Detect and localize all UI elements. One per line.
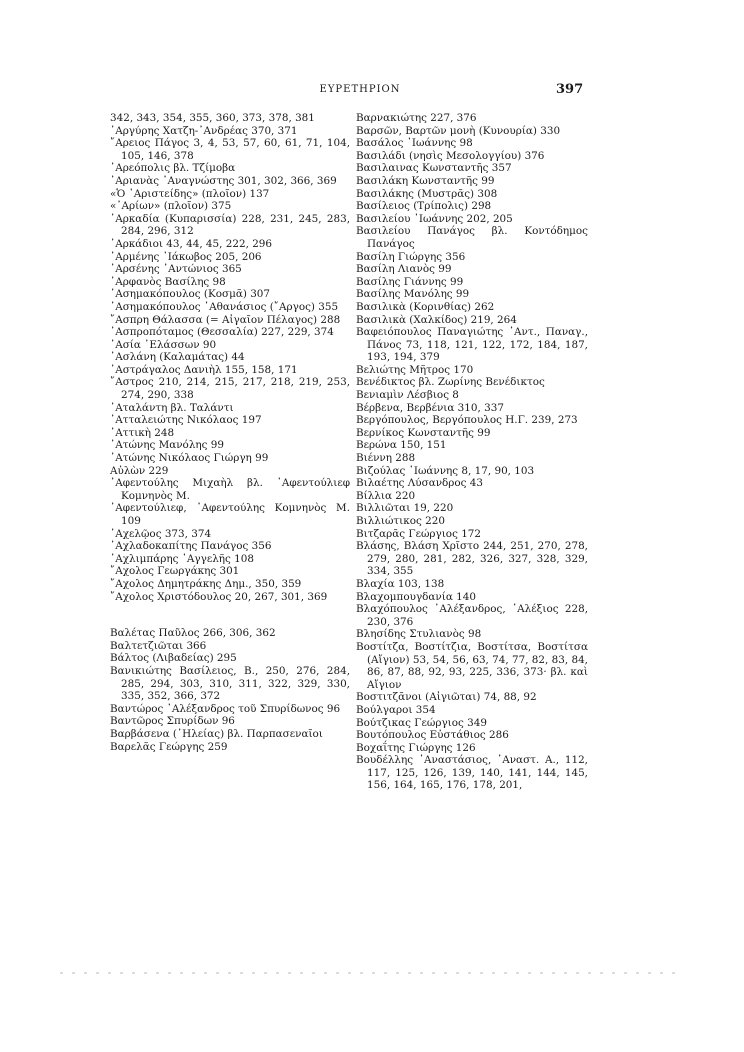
index-entry: Βασιλάδι (νησὶς Μεσολογγίου) 376 (356, 149, 545, 162)
index-entry: Βασίλη Λιανὸς 99 (356, 263, 452, 276)
index-entry: Βασιλαινας Κωνσταντῆς 357 (356, 162, 512, 175)
index-entry: ᾿Αρεόπολις βλ. Τζίμοβα (110, 162, 236, 175)
index-entry: Βάλτος (Λιβαδείας) 295 (110, 652, 237, 665)
index-entry: ᾿Αρσένης ᾿Αντώνιος 365 (110, 263, 242, 276)
index-entry: Βιλαέτης Λύσανδρος 43 (356, 477, 484, 490)
index-entry: Βιλλιώτικος 220 (356, 515, 445, 527)
index-entry: ᾿Ασημακόπουλος (Κοσμᾶ) 307 (110, 288, 271, 301)
index-entry: Βασάλος ᾿Ιωάννης 98 (356, 137, 473, 150)
index-entry: Βιτζαρᾶς Γεώργιος 172 (356, 527, 482, 540)
index-entry: Βαλέτας Παῦλος 266, 306, 362 (110, 627, 276, 640)
index-entry: ῎Αχολος Δημητράκης Δημ., 350, 359 (110, 577, 302, 590)
index-entry: Βασίλης Γιάννης 99 (356, 275, 464, 288)
index-entry: Βοχαΐτης Γιώργης 126 (356, 741, 476, 754)
index-entry: Βλάσης, Βλάση Χρῖστο 244, 251, 270, 278, 279, 280, 281, 282, 326, 327, 328, 329, 334, 355 (356, 540, 588, 578)
index-entry: Βαφειόπουλος Παναγιώτης ᾿Αντ., Παναγ., Πάνος 73, 118, 121, 122, 172, 184, 187, 193, 194, 379 (356, 326, 588, 364)
index-entry: ᾿Ασία ᾿Ελάσσων 90 (110, 338, 217, 351)
index-entry: ᾿Αχελῷος 373, 374 (110, 527, 212, 540)
index-entry: «Ὁ ᾿Αριστείδης» (πλοῖον) 137 (110, 187, 270, 200)
index-column-right (356, 112, 588, 792)
index-entry: Βούλγαροι 354 (356, 703, 436, 716)
index-entry: Βιζούλας ᾿Ιωάννης 8, 17, 90, 103 (356, 464, 535, 477)
index-entry: ᾿Αστράγαλος Δανιὴλ 155, 158, 171 (110, 363, 298, 376)
index-entry: Βοστίτζα, Βοστίτζια, Βοστίτσα, Βοστίτσα (Αἴγιον) 53, 54, 56, 63, 74, 77, 82, 83, 84, 86, 87, 88, 92, 93, 225, 336, 373· βλ. καὶ Αἴγιον (356, 640, 588, 691)
index-column-left (110, 112, 350, 753)
index-entry: Βαντῶρος Σπυρίδων 96 (110, 715, 235, 728)
index-entry: Βίλλια 220 (356, 489, 416, 502)
index-entry: Βοστιτζᾶνοι (Αἰγιῶται) 74, 88, 92 (356, 691, 537, 704)
index-entry: Βασιλείου Πανάγος βλ. Κοντόδημος Πανάγος (356, 225, 588, 250)
index-entry: Βασιλείου ᾿Ιωάννης 202, 205 (356, 212, 513, 225)
index-entry: ᾿Ασημακόπουλος ᾿Αθανάσιος (῎Αργος) 355 (110, 300, 339, 313)
index-entry: Βλαχομπουγδανία 140 (356, 590, 476, 603)
index-entry: ᾿Αρφανὸς Βασίλης 98 (110, 275, 226, 288)
index-entry: 342, 343, 354, 355, 360, 373, 378, 381 (110, 112, 315, 124)
index-entry: Βερνίκος Κωνσταντῆς 99 (356, 426, 491, 439)
index-entry: Βενέδικτος βλ. Ζωρίνης Βενέδικτος (356, 376, 545, 389)
index-entry: Βασιλικὰ (Κορινθίας) 262 (356, 300, 495, 313)
index-entry: ᾿Αργύρης Χατζη-᾿Ανδρέας 370, 371 (110, 124, 298, 137)
index-entry: Βαρνακιώτης 227, 376 (356, 112, 477, 124)
index-entry: ᾿Ασλάνη (Καλαμάτας) 44 (110, 351, 245, 364)
index-entry: ῎Αστρος 210, 214, 215, 217, 218, 219, 253, 274, 290, 338 (110, 376, 350, 402)
index-entry: ᾿Αρμένης ᾿Ιάκωβος 205, 206 (110, 250, 262, 263)
index-entry: Βανικιώτης Βασίλειος, Β., 250, 276, 284, 285, 294, 303, 310, 311, 322, 329, 330, 335, 352, 366, 372 (110, 664, 350, 703)
index-entry: Βασιλάκη Κωνσταντῆς 99 (356, 174, 495, 187)
index-entry: Βιέννη 288 (356, 452, 416, 465)
index-entry: Βέρβενα, Βερβένια 310, 337 (356, 401, 504, 414)
index-entry: Βλαχόπουλος ᾿Αλέξανδρος, ᾿Αλέξιος 228, 230, 376 (356, 603, 588, 628)
index-entry: «᾿Αρίων» (πλοῖον) 375 (110, 200, 232, 213)
index-entry: Βασίλειος (Τρίπολις) 298 (356, 200, 492, 213)
index-entry: ᾿Αταλάντη βλ. Ταλάντι (110, 401, 234, 414)
index-entry: Βασίλης Μανόλης 99 (356, 288, 470, 301)
index-entry: Βλαχία 103, 138 (356, 577, 445, 590)
index-entry: ᾿Ατταλειώτης Νικόλαος 197 (110, 414, 262, 427)
index-entry: Βαλτετζιῶται 366 (110, 639, 207, 652)
index-entry: ᾿Αριανὰς ᾿Αναγνώστης 301, 302, 366, 369 (110, 174, 337, 187)
index-entry: ᾿Ατώνης Μανόλης 99 (110, 439, 224, 452)
index-entry: Βουτόπουλος Εὐστάθιος 286 (356, 729, 509, 742)
index-entry: ᾿Αττικὴ 248 (110, 426, 175, 439)
index-entry: Βασιλικὰ (Χαλκίδος) 219, 264 (356, 313, 517, 326)
index-entry: Βελιώτης Μῆτρος 170 (356, 363, 474, 376)
index-entry: ῎Ασπρη Θάλασσα (= Αἰγαῖον Πέλαγος) 288 (110, 313, 341, 326)
index-entry: Βασιλάκης (Μυστρᾶς) 308 (356, 187, 498, 200)
index-entry: Βαντώρος ᾿Αλέξανδρος τοῦ Σπυρίδωνος 96 (110, 702, 341, 715)
page-number: 397 (556, 82, 584, 97)
index-entry: ῎Αχολος Γεωργάκης 301 (110, 565, 240, 578)
index-entry: Βλησίδης Στυλιανὸς 98 (356, 628, 482, 641)
index-entry: ᾿Αρκάδιοι 43, 44, 45, 222, 296 (110, 237, 273, 250)
index-entry: ᾿Αχλιμπάρης ᾿Αγγελῆς 108 (110, 552, 254, 565)
scan-artifact-line (60, 970, 680, 976)
index-entry: ῎Αχολος Χριστόδουλος 20, 267, 301, 369 (110, 590, 328, 603)
index-entry: ᾿Ασπροπόταμος (Θεσσαλία) 227, 229, 374 (110, 326, 334, 339)
index-entry: ᾿Αχλαδοκαπίτης Πανάγος 356 (110, 540, 272, 553)
index-entry: Βενιαμὶν Λέσβιος 8 (356, 389, 459, 402)
index-entry: ᾿Αρκαδία (Κυπαρισσία) 228, 231, 245, 283, 284, 296, 312 (110, 212, 350, 238)
index-entry: Βαρβάσενα (᾿Ηλείας) βλ. Παρπασεναῖοι (110, 727, 323, 740)
index-entry: Βαρελᾶς Γεώργης 259 (110, 740, 228, 753)
index-entry: Βουδέλλης ᾿Αναστάσιος, ᾿Αναστ. Α., 112, 117, 125, 126, 139, 140, 141, 144, 145, 156, 164, 165, 176, 178, 201, (356, 754, 588, 792)
index-entry: Βασίλη Γιώργης 356 (356, 250, 466, 263)
index-entry: Βεργόπουλος, Βεργόπουλος Η.Γ. 239, 273 (356, 414, 578, 427)
index-entry: Βούτζικας Γεώργιος 349 (356, 716, 487, 729)
index-entry: Βερώνα 150, 151 (356, 439, 447, 452)
index-entry: ᾿Αφεντούλιεφ, ᾿Αφεντούλης Κομνηνὸς Μ. 109 (110, 502, 350, 527)
index-entry: ῎Αρειος Πάγος 3, 4, 53, 57, 60, 61, 71, 104, 105, 146, 378 (110, 137, 350, 162)
index-entry: Αὐλὼν 229 (110, 464, 169, 477)
running-title: ΕΥΡΕΤΗΡΙΟΝ (319, 84, 401, 95)
index-entry: Βαρσῶν, Βαρτῶν μονὴ (Κυνουρία) 330 (356, 124, 561, 137)
index-entry: ᾿Αφεντούλης Μιχαὴλ βλ. ᾿Αφεντούλιεφ Κομνηνὸς Μ. (110, 477, 350, 502)
index-entry: ᾿Ατώνης Νικόλαος Γιώργη 99 (110, 452, 269, 465)
index-entry: Βιλλιῶται 19, 220 (356, 502, 454, 515)
section-gap (110, 603, 350, 627)
